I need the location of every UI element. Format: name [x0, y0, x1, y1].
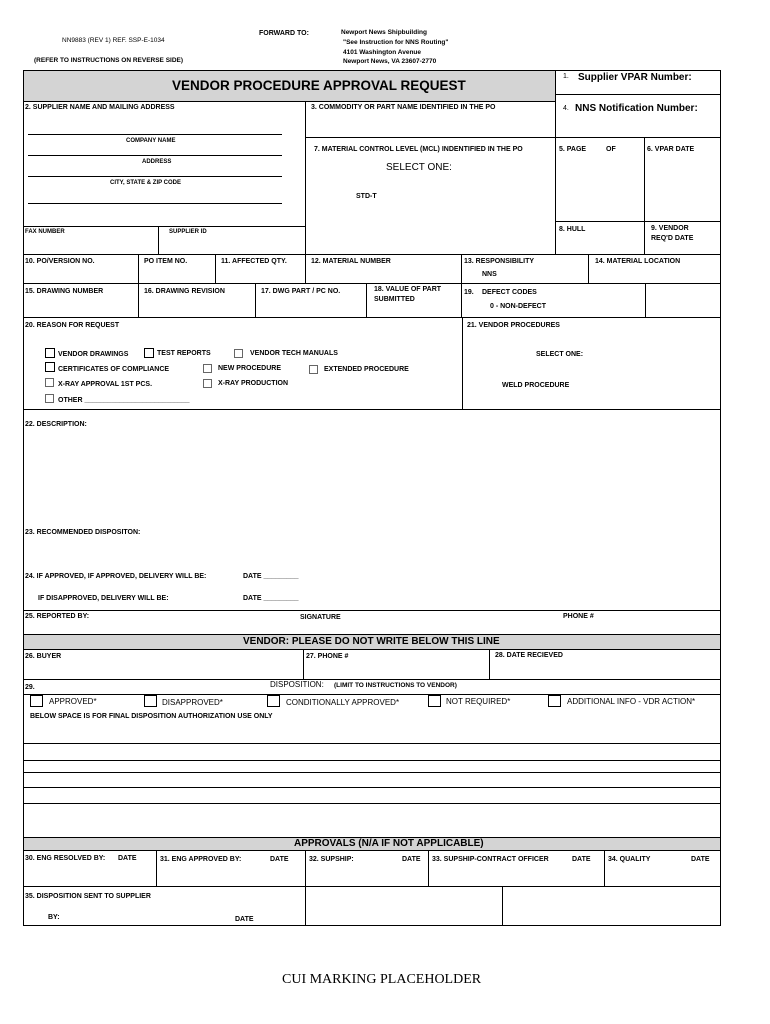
- approvals-banner: APPROVALS (N/A IF NOT APPLICABLE): [294, 838, 484, 849]
- contract-officer-date: DATE: [572, 856, 591, 863]
- eng-approved-date: DATE: [270, 856, 289, 863]
- form-number: NN9883 (REV 1) REF. SSP-E-1034: [62, 37, 165, 44]
- fax-number-label: FAX NUMBER: [25, 229, 65, 235]
- value-of-part-label: 18. VALUE OF PART: [374, 286, 442, 293]
- field-4-number: 4.: [563, 105, 569, 112]
- xray-production-label: X-RAY PRODUCTION: [218, 380, 289, 387]
- disposition-note: (LIMIT TO INSTRUCTIONS TO VENDOR): [334, 682, 457, 689]
- vendor-banner: VENDOR: PLEASE DO NOT WRITE BELOW THIS LINE: [243, 636, 500, 647]
- supplier-vpar-number-label: Supplier VPAR Number:: [578, 72, 692, 83]
- additional-info-label: ADDITIONAL INFO - VDR ACTION*: [567, 697, 696, 706]
- test-reports-label: TEST REPORTS: [157, 350, 211, 357]
- phone-label: PHONE #: [563, 613, 594, 620]
- signature-label: SIGNATURE: [300, 614, 341, 621]
- disapproved-label: DISAPPROVED*: [162, 698, 223, 707]
- other-checkbox[interactable]: [45, 394, 54, 403]
- contract-officer-label: 33. SUPSHIP-CONTRACT OFFICER: [432, 856, 549, 863]
- defect-codes-number: 19.: [464, 289, 474, 296]
- disapproved-checkbox[interactable]: [144, 695, 157, 707]
- mcl-std-t: STD-T: [356, 193, 377, 200]
- supship-label: 32. SUPSHIP:: [309, 856, 354, 863]
- quality-date: DATE: [691, 856, 710, 863]
- recommended-disposition-label: 23. RECOMMENDED DISPOSITON:: [25, 529, 141, 536]
- responsibility-label: 13. RESPONSIBILITY: [464, 258, 535, 265]
- disapproved-delivery-date: DATE _________: [243, 595, 299, 602]
- certificates-label: CERTIFICATES OF COMPLIANCE: [58, 366, 170, 373]
- non-defect-option[interactable]: 0 - NON-DEFECT: [490, 303, 546, 310]
- approved-delivery-label: 24. IF APPROVED, IF APPROVED, DELIVERY WILL BE:: [25, 573, 207, 580]
- vendor-procedures-select-one[interactable]: SELECT ONE:: [536, 351, 584, 358]
- conditionally-approved-checkbox[interactable]: [267, 695, 280, 707]
- additional-info-checkbox[interactable]: [548, 695, 561, 707]
- final-disposition-note: BELOW SPACE IS FOR FINAL DISPOSITION AUTHORIZATION USE ONLY: [30, 713, 273, 720]
- description-label: 22. DESCRIPTION:: [25, 421, 87, 428]
- mcl-label: 7. MATERIAL CONTROL LEVEL (MCL) INDENTIFIED IN THE PO: [314, 146, 523, 153]
- vendor-reqd-date-label: 9. VENDOR: [651, 225, 689, 232]
- approved-checkbox[interactable]: [30, 695, 43, 707]
- company-name-label: COMPANY NAME: [126, 138, 176, 144]
- eng-resolved-date: DATE: [118, 855, 137, 862]
- supship-date: DATE: [402, 856, 421, 863]
- vendor-tech-manuals-label: VENDOR TECH MANUALS: [250, 350, 338, 357]
- hull-label: 8. HULL: [559, 226, 586, 233]
- address-line: Newport News, VA 23607-2770: [343, 58, 437, 65]
- not-required-checkbox[interactable]: [428, 695, 441, 707]
- xray-approval-label: X-RAY APPROVAL 1ST PCS.: [58, 381, 153, 388]
- new-procedure-checkbox[interactable]: [203, 364, 212, 373]
- reported-by-label: 25. REPORTED BY:: [25, 613, 90, 620]
- disposition-sent-label: 35. DISPOSITION SENT TO SUPPLIER: [25, 893, 151, 900]
- certificates-checkbox[interactable]: [45, 362, 55, 372]
- supplier-name-address-label: 2. SUPPLIER NAME AND MAILING ADDRESS: [25, 104, 175, 111]
- vendor-reqd-date-label: REQ'D DATE: [651, 235, 694, 242]
- form-title: VENDOR PROCEDURE APPROVAL REQUEST: [172, 78, 466, 93]
- vpar-date-label: 6. VPAR DATE: [647, 146, 695, 153]
- xray-approval-checkbox[interactable]: [45, 378, 54, 387]
- po-version-label: 10. PO/VERSION NO.: [25, 258, 95, 265]
- approved-delivery-date: DATE _________: [243, 573, 299, 580]
- nns-notification-number-label: NNS Notification Number:: [575, 103, 698, 114]
- eng-approved-label: 31. ENG APPROVED BY:: [160, 856, 242, 863]
- disposition-label: DISPOSITION:: [270, 680, 324, 689]
- xray-production-checkbox[interactable]: [203, 379, 212, 388]
- quality-label: 34. QUALITY: [608, 856, 651, 863]
- vendor-drawings-label: VENDOR DRAWINGS: [58, 351, 129, 358]
- new-procedure-label: NEW PROCEDURE: [218, 365, 282, 372]
- drawing-revision-label: 16. DRAWING REVISION: [144, 288, 225, 295]
- forward-to-label: FORWARD TO:: [259, 30, 309, 37]
- disapproved-delivery-label: IF DISAPPROVED, DELIVERY WILL BE:: [38, 595, 169, 602]
- address-label: ADDRESS: [142, 159, 172, 165]
- affected-qty-label: 11. AFFECTED QTY.: [221, 258, 287, 265]
- city-state-zip-label: CITY, STATE & ZIP CODE: [110, 180, 182, 186]
- responsibility-nns: NNS: [482, 271, 497, 278]
- phone-27-label: 27. PHONE #: [306, 653, 349, 660]
- conditionally-approved-label: CONDITIONALLY APPROVED*: [286, 698, 400, 707]
- cui-marking: CUI MARKING PLACEHOLDER: [282, 972, 482, 987]
- disposition-number: 29.: [25, 684, 35, 691]
- drawing-number-label: 15. DRAWING NUMBER: [25, 288, 104, 295]
- dwg-part-label: 17. DWG PART / PC NO.: [261, 288, 341, 295]
- material-location-label: 14. MATERIAL LOCATION: [595, 258, 681, 265]
- buyer-label: 26. BUYER: [25, 653, 62, 660]
- commodity-label: 3. COMMODITY OR PART NAME IDENTIFIED IN THE PO: [311, 104, 496, 111]
- refer-note: (REFER TO INSTRUCTIONS ON REVERSE SIDE): [34, 57, 184, 64]
- weld-procedure-option: WELD PROCEDURE: [502, 382, 570, 389]
- address-line: Newport News Shipbuilding: [341, 29, 427, 36]
- sent-date-label: DATE: [235, 916, 254, 923]
- date-received-label: 28. DATE RECIEVED: [495, 652, 563, 659]
- vendor-tech-manuals-checkbox[interactable]: [234, 349, 243, 358]
- field-1-number: 1.: [563, 73, 569, 80]
- po-item-label: PO ITEM NO.: [144, 258, 188, 265]
- extended-procedure-label: EXTENDED PROCEDURE: [324, 366, 409, 373]
- mcl-select-one[interactable]: SELECT ONE:: [386, 162, 452, 173]
- sent-by-label: BY:: [48, 914, 60, 921]
- extended-procedure-checkbox[interactable]: [309, 365, 318, 374]
- page-label: 5. PAGE: [559, 146, 587, 153]
- test-reports-checkbox[interactable]: [144, 348, 154, 358]
- other-label: OTHER ___________________________: [58, 397, 190, 404]
- eng-resolved-label: 30. ENG RESOLVED BY:: [25, 855, 106, 862]
- defect-codes-label: DEFECT CODES: [482, 289, 537, 296]
- supplier-id-label: SUPPLIER ID: [169, 229, 207, 235]
- address-line: "See Instruction for NNS Routing": [343, 39, 449, 46]
- vendor-drawings-checkbox[interactable]: [45, 348, 55, 358]
- reason-for-request-label: 20. REASON FOR REQUEST: [25, 322, 120, 329]
- page-of-label: OF: [606, 146, 616, 153]
- approved-label: APPROVED*: [49, 697, 97, 706]
- value-of-part-label: SUBMITTED: [374, 296, 415, 303]
- not-required-label: NOT REQUIRED*: [446, 697, 511, 706]
- address-line: 4101 Washington Avenue: [343, 49, 422, 56]
- vendor-procedures-label: 21. VENDOR PROCEDURES: [467, 322, 560, 329]
- material-number-label: 12. MATERIAL NUMBER: [311, 258, 391, 265]
